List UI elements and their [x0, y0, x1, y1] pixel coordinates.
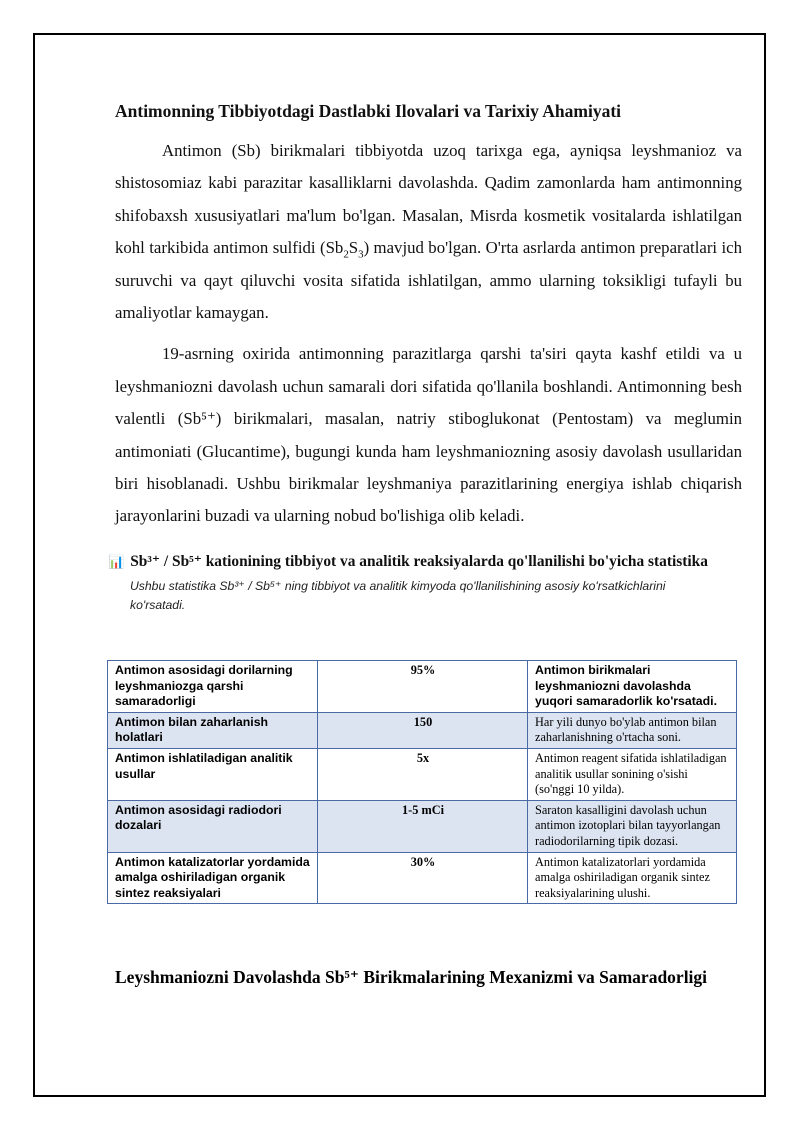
- row-value: 95%: [318, 661, 528, 713]
- table-row: [108, 712, 737, 748]
- row-label: Antimon katalizatorlar yordamida amalga oshiriladigan organik sintez reaksiyalari: [108, 852, 318, 904]
- subscript: 2: [343, 248, 349, 261]
- table-row: [108, 800, 737, 852]
- table-row: [108, 748, 737, 800]
- paragraph-text: Antimon (Sb) birikmalari tibbiyotda uzoq tarixga ega, ayniqsa leyshmanioz va shistosomiaz kabi parazitar kasalliklarni davolashda. Qadim zamonlarda ham antimonning shifobaxsh xususiyatlari ma'lum bo'lgan. Masalan, Misrda kosmetik vositalarda ishlatilgan kohl tarkibida antimon sulfidi (Sb: [115, 141, 742, 258]
- paragraph-history: [115, 135, 742, 329]
- row-value: 1-5 mCi: [318, 800, 528, 852]
- row-label: Antimon bilan zaharlanish holatlari: [108, 712, 318, 748]
- section-heading: Antimonning Tibbiyotdagi Dastlabki Ilovalari va Tarixiy Ahamiyati: [115, 101, 622, 121]
- statistics-title-text: Sb³⁺ / Sb⁵⁺ kationining tibbiyot va analitik reaksiyalarda qo'llanilishi bo'yicha statistika: [130, 552, 708, 570]
- row-value: 5x: [318, 748, 528, 800]
- bar-chart-icon: 📊: [108, 554, 125, 570]
- paragraph-rediscovery: 19-asrning oxirida antimonning parazitlarga qarshi ta'siri qayta kashf etildi va u leyshmaniozni davolash uchun samarali dori sifatida qo'llanila boshlandi. Antimonning besh valentli (Sb⁵⁺) birikmalari, masalan, natriy stiboglukonat (Pentostam) va meglumin antimoniati (Glucantime), bugungi kunda ham leyshmaniozning asosiy davolash usullaridan biri hisoblanadi. Ushbu birikmalar leyshmaniya parazitlarining energiya ishlab chiqarish jarayonlarini buzadi va ularning nobud bo'lishiga olib keladi.: [115, 344, 742, 526]
- paragraph-text: S: [348, 238, 359, 258]
- row-label: Antimon ishlatiladigan analitik usullar: [108, 748, 318, 800]
- paragraph-text: ) mavjud bo'lgan. O'rta asrlarda antimon preparatlari ich suruvchi va qayt qiluvchi vosita sifatida ishlatilgan, ammo ularning toksikligi tufayli bu amaliyotlar kamaygan.: [115, 238, 742, 323]
- subscript: 3: [358, 248, 364, 261]
- row-value: 30%: [318, 852, 528, 904]
- statistics-title: [108, 551, 742, 574]
- statistics-table: [107, 660, 737, 904]
- row-note: Antimon birikmalari leyshmaniozni davolashda yuqori samaradorlik ko'rsatadi.: [528, 661, 737, 713]
- table-row: [108, 661, 737, 713]
- row-value: 150: [318, 712, 528, 748]
- row-label: Antimon asosidagi radiodori dozalari: [108, 800, 318, 852]
- document-body: [108, 98, 742, 615]
- row-note: Har yili dunyo bo'ylab antimon bilan zaharlanishning o'rtacha soni.: [528, 712, 737, 748]
- row-note: Saraton kasalligini davolash uchun antimon izotoplari bilan tayyorlangan radiodorilarning tipik dozasi.: [528, 800, 737, 852]
- row-note: Antimon katalizatorlari yordamida amalga oshiriladigan organik sintez reaksiyalarining ulushi.: [528, 852, 737, 904]
- row-label: Antimon asosidagi dorilarning leyshmaniozga qarshi samaradorligi: [108, 661, 318, 713]
- section-heading-mechanism: Leyshmaniozni Davolashda Sb⁵⁺ Birikmalarining Mexanizmi va Samaradorligi: [115, 967, 708, 987]
- table-row: [108, 852, 737, 904]
- row-note: Antimon reagent sifatida ishlatiladigan analitik usullar sonining o'sishi (so'nggi 10 yilda).: [528, 748, 737, 800]
- statistics-subtitle: Ushbu statistika Sb³⁺ / Sb⁵⁺ ning tibbiyot va analitik kimyoda qo'llanilishining asosiy ko'rsatkichlarini ko'rsatadi.: [130, 578, 666, 612]
